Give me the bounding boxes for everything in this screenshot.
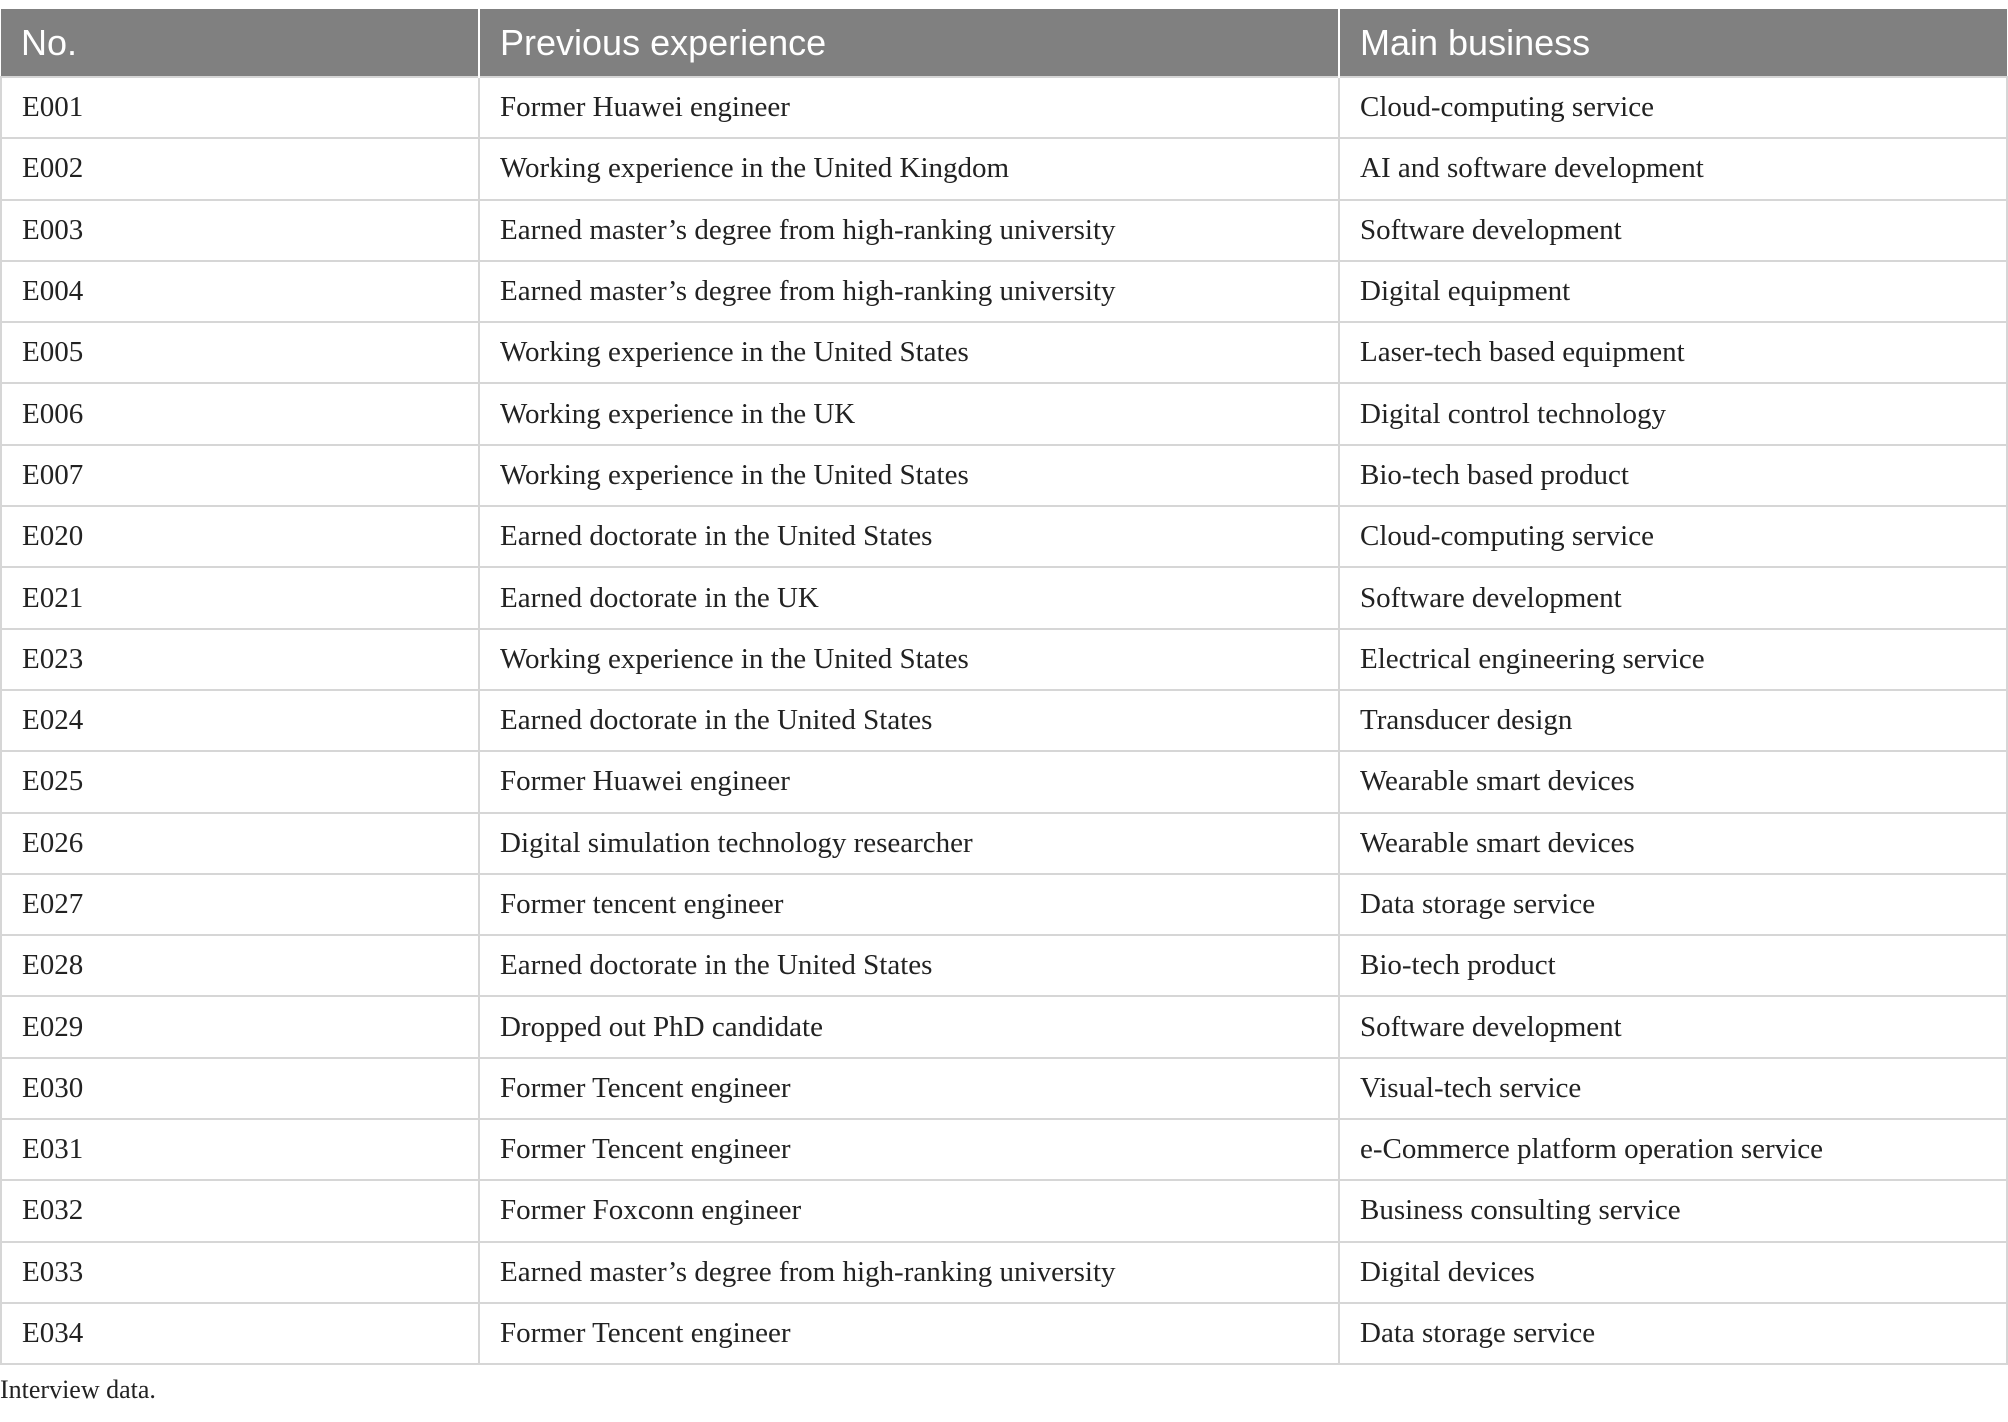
cell-previous-experience: Working experience in the United Kingdom — [479, 138, 1339, 199]
table-row — [1, 567, 2007, 628]
cell-no: E006 — [1, 383, 479, 444]
cell-main-business: Bio-tech based product — [1339, 445, 2007, 506]
cell-previous-experience: Former Tencent engineer — [479, 1058, 1339, 1119]
cell-no: E030 — [1, 1058, 479, 1119]
table-row — [1, 874, 2007, 935]
table-row — [1, 1119, 2007, 1180]
cell-previous-experience: Earned doctorate in the United States — [479, 506, 1339, 567]
cell-no: E004 — [1, 261, 479, 322]
cell-main-business: Data storage service — [1339, 1303, 2007, 1364]
cell-no: E003 — [1, 200, 479, 261]
cell-no: E028 — [1, 935, 479, 996]
table-row — [1, 1058, 2007, 1119]
table-row — [1, 935, 2007, 996]
cell-main-business: e-Commerce platform operation service — [1339, 1119, 2007, 1180]
cell-no: E027 — [1, 874, 479, 935]
cell-previous-experience: Earned doctorate in the United States — [479, 935, 1339, 996]
cell-main-business: Cloud-computing service — [1339, 77, 2007, 138]
cell-no: E002 — [1, 138, 479, 199]
cell-main-business: Digital devices — [1339, 1242, 2007, 1303]
table-row — [1, 200, 2007, 261]
cell-main-business: Business consulting service — [1339, 1180, 2007, 1241]
table-row — [1, 1303, 2007, 1364]
data-table — [0, 9, 2008, 1365]
cell-previous-experience: Former Foxconn engineer — [479, 1180, 1339, 1241]
cell-main-business: Software development — [1339, 200, 2007, 261]
cell-no: E020 — [1, 506, 479, 567]
cell-main-business: Software development — [1339, 996, 2007, 1057]
cell-previous-experience: Dropped out PhD candidate — [479, 996, 1339, 1057]
table-row — [1, 996, 2007, 1057]
table-row — [1, 813, 2007, 874]
cell-main-business: Data storage service — [1339, 874, 2007, 935]
cell-main-business: Digital equipment — [1339, 261, 2007, 322]
table-row — [1, 77, 2007, 138]
header-row — [1, 9, 2007, 77]
cell-no: E005 — [1, 322, 479, 383]
cell-no: E033 — [1, 1242, 479, 1303]
cell-main-business: Wearable smart devices — [1339, 813, 2007, 874]
cell-previous-experience: Working experience in the United States — [479, 445, 1339, 506]
column-header-no: No. — [1, 9, 479, 77]
table-row — [1, 690, 2007, 751]
cell-previous-experience: Earned doctorate in the United States — [479, 690, 1339, 751]
cell-previous-experience: Earned master’s degree from high-ranking university — [479, 261, 1339, 322]
table-row — [1, 751, 2007, 812]
cell-previous-experience: Earned doctorate in the UK — [479, 567, 1339, 628]
table-row — [1, 629, 2007, 690]
cell-main-business: Laser-tech based equipment — [1339, 322, 2007, 383]
table-row — [1, 322, 2007, 383]
table-row — [1, 506, 2007, 567]
cell-previous-experience: Former tencent engineer — [479, 874, 1339, 935]
table-row — [1, 138, 2007, 199]
cell-no: E001 — [1, 77, 479, 138]
table-row — [1, 1242, 2007, 1303]
cell-previous-experience: Former Huawei engineer — [479, 77, 1339, 138]
cell-no: E007 — [1, 445, 479, 506]
cell-no: E023 — [1, 629, 479, 690]
cell-previous-experience: Working experience in the United States — [479, 322, 1339, 383]
cell-previous-experience: Working experience in the United States — [479, 629, 1339, 690]
cell-main-business: Digital control technology — [1339, 383, 2007, 444]
cell-no: E021 — [1, 567, 479, 628]
column-header-main-business: Main business — [1339, 9, 2007, 77]
table-container — [0, 9, 2006, 1365]
table-row — [1, 445, 2007, 506]
cell-previous-experience: Earned master’s degree from high-ranking university — [479, 200, 1339, 261]
table-row — [1, 261, 2007, 322]
cell-previous-experience: Former Tencent engineer — [479, 1303, 1339, 1364]
cell-main-business: Wearable smart devices — [1339, 751, 2007, 812]
table-header — [1, 9, 2007, 77]
cell-no: E034 — [1, 1303, 479, 1364]
cell-no: E032 — [1, 1180, 479, 1241]
cell-main-business: Bio-tech product — [1339, 935, 2007, 996]
cell-previous-experience: Digital simulation technology researcher — [479, 813, 1339, 874]
column-header-previous-experience: Previous experience — [479, 9, 1339, 77]
table-footnote: Interview data. — [0, 1375, 156, 1404]
cell-previous-experience: Former Tencent engineer — [479, 1119, 1339, 1180]
cell-previous-experience: Working experience in the UK — [479, 383, 1339, 444]
cell-previous-experience: Earned master’s degree from high-ranking university — [479, 1242, 1339, 1303]
cell-no: E024 — [1, 690, 479, 751]
cell-main-business: Electrical engineering service — [1339, 629, 2007, 690]
cell-main-business: Visual-tech service — [1339, 1058, 2007, 1119]
table-row — [1, 383, 2007, 444]
table-row — [1, 1180, 2007, 1241]
cell-main-business: AI and software development — [1339, 138, 2007, 199]
cell-no: E031 — [1, 1119, 479, 1180]
cell-no: E029 — [1, 996, 479, 1057]
cell-previous-experience: Former Huawei engineer — [479, 751, 1339, 812]
cell-main-business: Software development — [1339, 567, 2007, 628]
cell-main-business: Cloud-computing service — [1339, 506, 2007, 567]
cell-no: E025 — [1, 751, 479, 812]
table-body — [1, 77, 2007, 1364]
cell-no: E026 — [1, 813, 479, 874]
cell-main-business: Transducer design — [1339, 690, 2007, 751]
